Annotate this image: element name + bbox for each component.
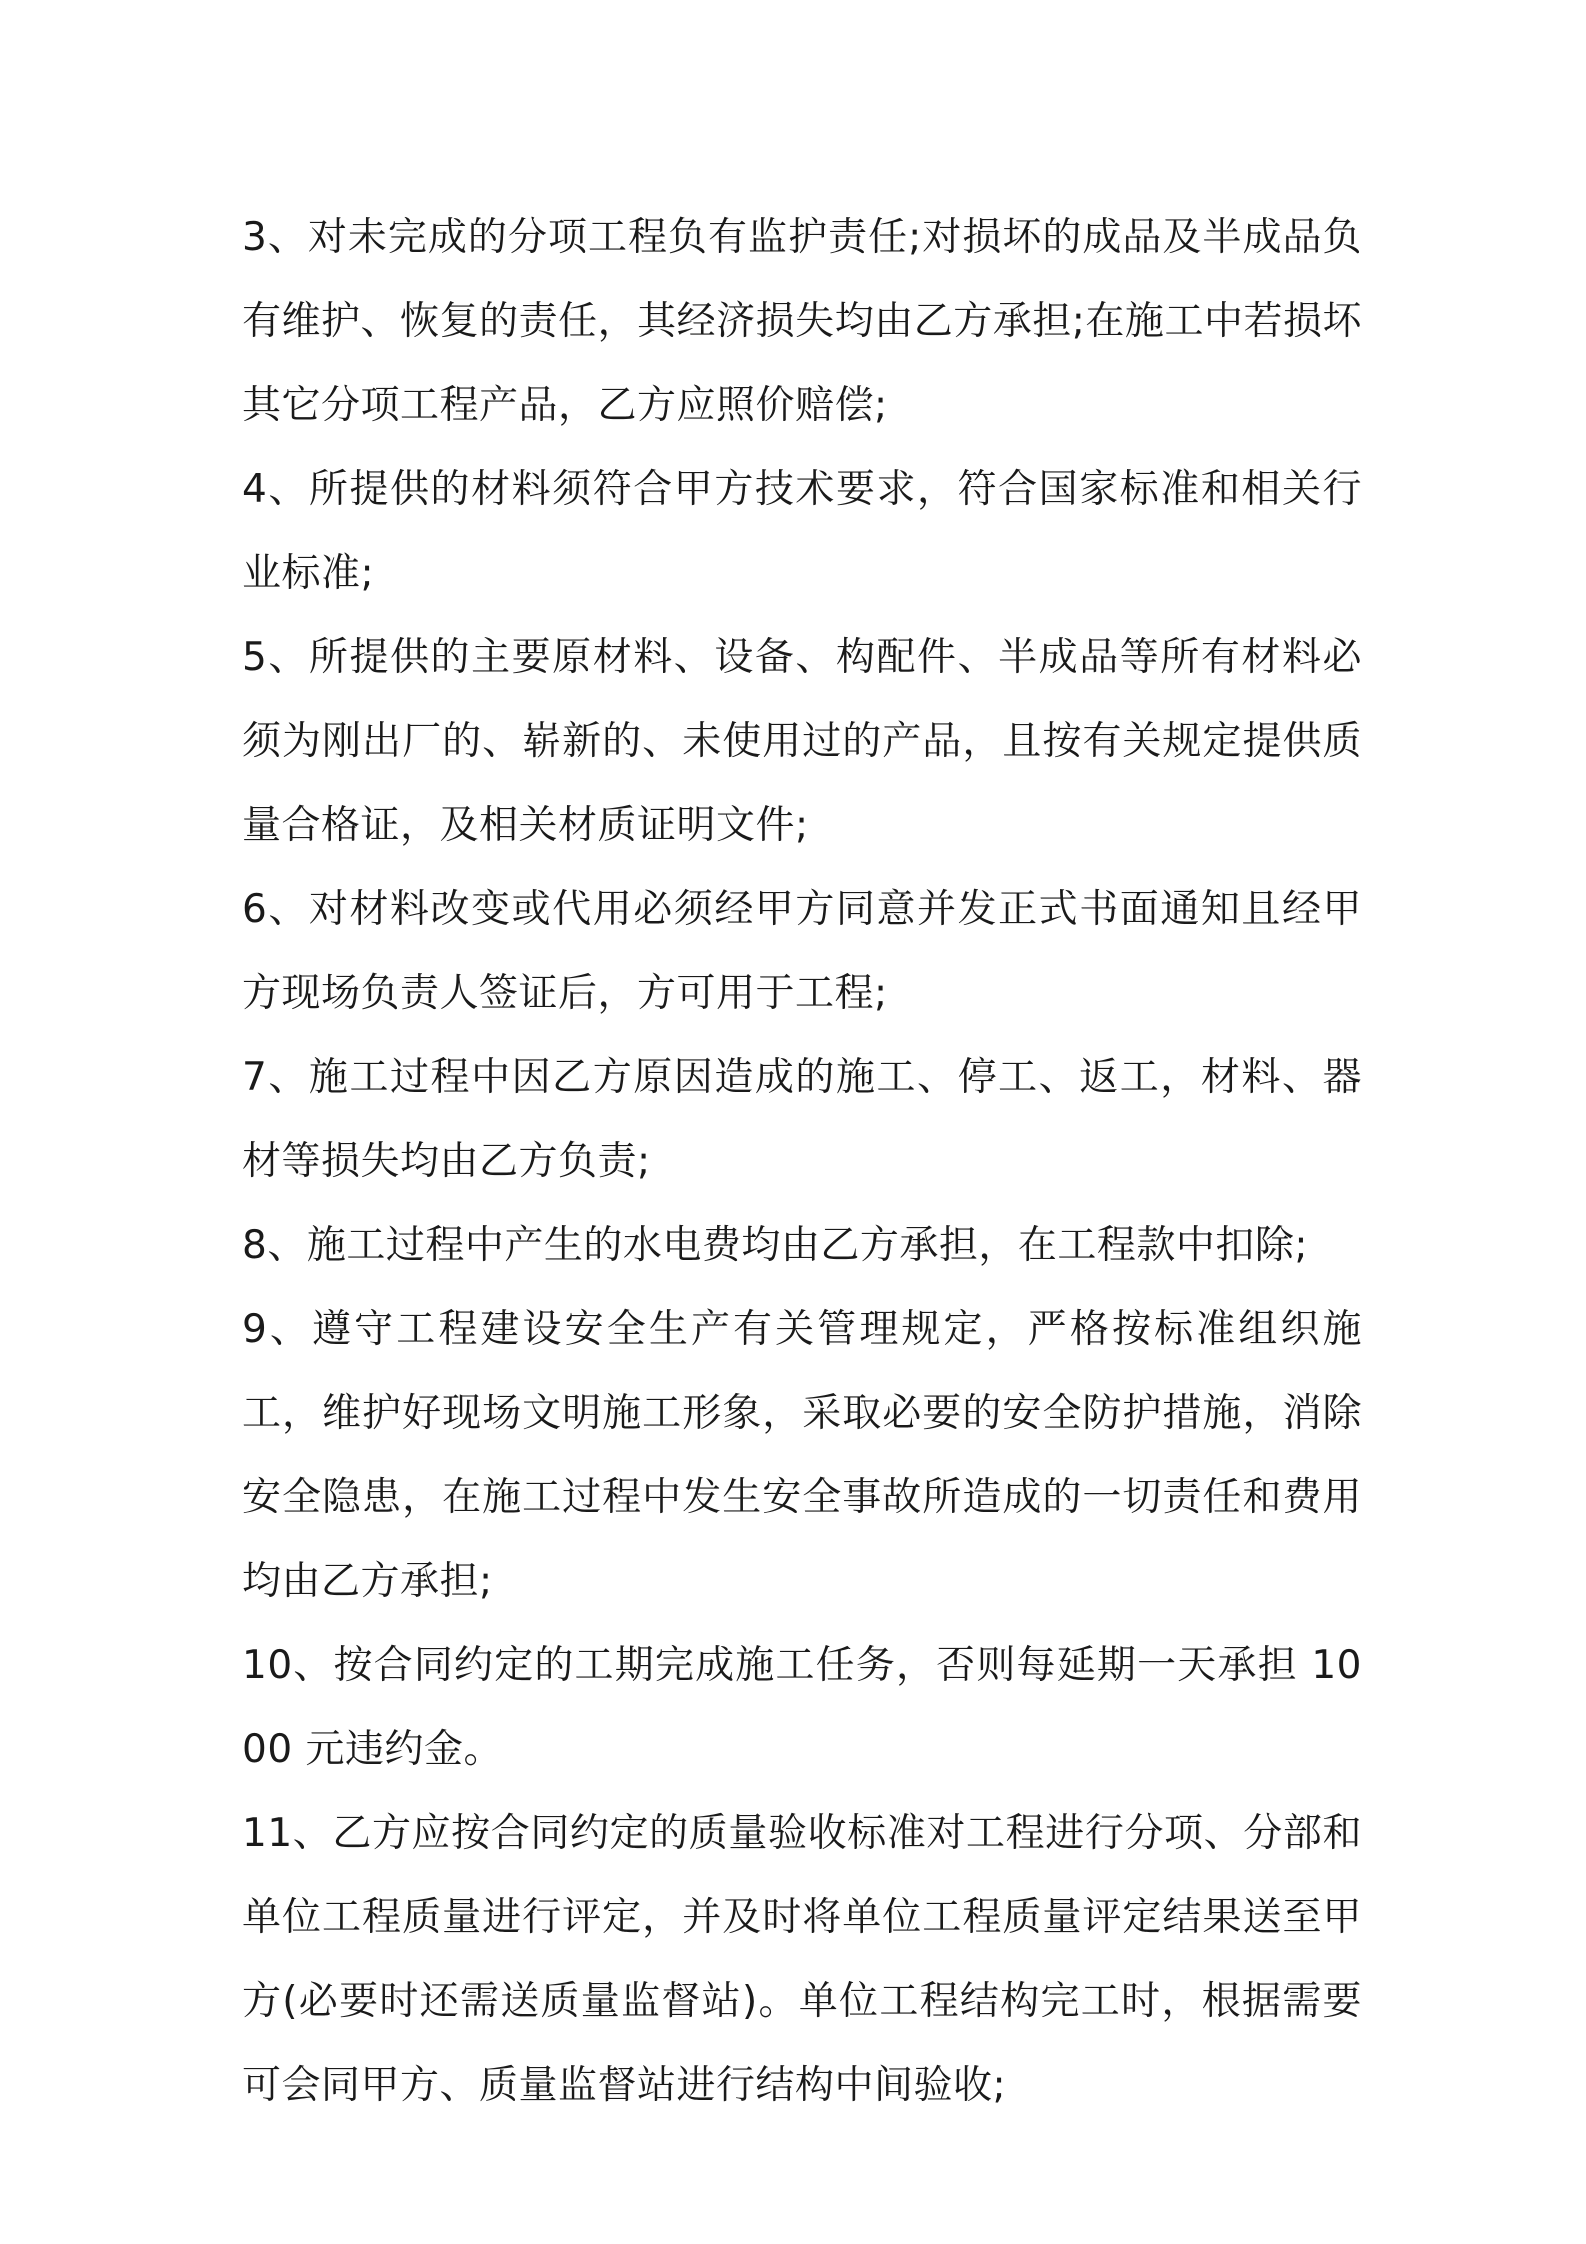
clause-11: 11、乙方应按合同约定的质量验收标准对工程进行分项、分部和单位工程质量进行评定，并及时将单位工程质量评定结果送至甲方(必要时还需送质量监督站)。单位工程结构完工时，根据需要可会同甲方、质量监督站进行结构中间验收; [242, 1811, 1362, 2108]
clause-6: 6、对材料改变或代用必须经甲方同意并发正式书面通知且经甲方现场负责人签证后，方可用于工程; [242, 887, 1362, 1016]
clause-8: 8、施工过程中产生的水电费均由乙方承担，在工程款中扣除; [242, 1223, 1308, 1268]
clause-5: 5、所提供的主要原材料、设备、构配件、半成品等所有材料必须为刚出厂的、崭新的、未使用过的产品，且按有关规定提供质量合格证，及相关材质证明文件; [242, 635, 1362, 848]
clause-7: 7、施工过程中因乙方原因造成的施工、停工、返工，材料、器材等损失均由乙方负责; [242, 1055, 1362, 1184]
contract-clauses [242, 196, 1362, 2128]
clause-3: 3、对未完成的分项工程负有监护责任;对损坏的成品及半成品负有维护、恢复的责任，其经济损失均由乙方承担;在施工中若损坏其它分项工程产品，乙方应照价赔偿; [242, 215, 1362, 428]
clause-4: 4、所提供的材料须符合甲方技术要求，符合国家标准和相关行业标准; [242, 467, 1362, 596]
clause-10: 10、按合同约定的工期完成施工任务，否则每延期一天承担 1000 元违约金。 [242, 1643, 1362, 1772]
clause-9: 9、遵守工程建设安全生产有关管理规定，严格按标准组织施工，维护好现场文明施工形象，采取必要的安全防护措施，消除安全隐患，在施工过程中发生安全事故所造成的一切责任和费用均由乙方承担; [242, 1307, 1362, 1604]
